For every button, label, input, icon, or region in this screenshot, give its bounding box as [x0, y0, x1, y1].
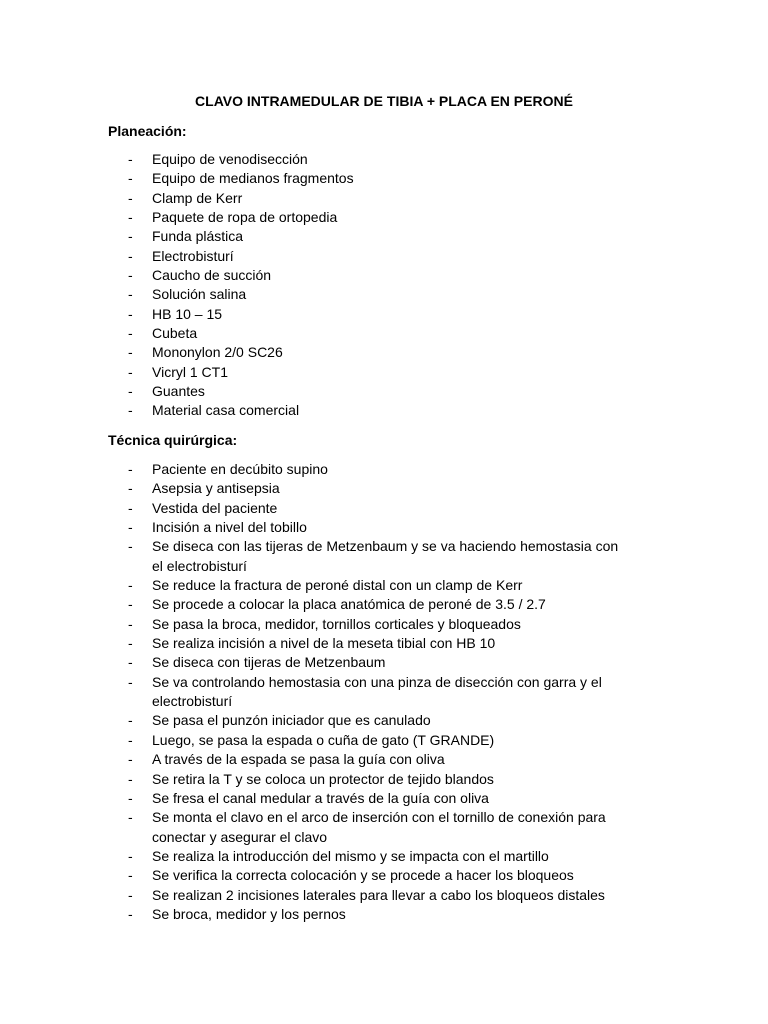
bullet-dash: -: [128, 635, 133, 652]
list-item: [0, 595, 672, 614]
list-item: [0, 479, 672, 498]
list-item: [0, 401, 672, 420]
list-item-text: Se verifica la correcta colocación y se procede a hacer los bloqueos: [152, 867, 574, 884]
bullet-dash: -: [128, 867, 133, 884]
list-item-text: Se broca, medidor y los pernos: [152, 905, 346, 922]
list-item: [0, 770, 672, 789]
list-item-text: Se monta el clavo en el arco de inserción con el tornillo de conexión para conectar y asegurar el clavo: [152, 809, 606, 845]
document-title: CLAVO INTRAMEDULAR DE TIBIA + PLACA EN PERONÉ: [195, 93, 573, 109]
list-item: [0, 208, 672, 227]
list-item: [0, 905, 672, 924]
list-item-text: Se fresa el canal medular a través de la guía con oliva: [152, 789, 489, 806]
list-item-text: Se realizan 2 incisiones laterales para llevar a cabo los bloqueos distales: [152, 886, 605, 903]
list-item: [0, 808, 672, 847]
list-item: [0, 750, 672, 769]
list-item-text: HB 10 – 15: [152, 305, 223, 322]
bullet-dash: -: [128, 228, 133, 245]
list-item: [0, 518, 672, 537]
list-item: [0, 731, 672, 750]
list-item: [0, 324, 672, 343]
list-item-text: Asepsia y antisepsia: [152, 480, 280, 497]
bullet-dash: -: [128, 596, 133, 613]
bullet-dash: -: [128, 577, 133, 594]
bullet-dash: -: [128, 286, 133, 303]
bullet-dash: -: [128, 383, 133, 400]
list-item: [0, 169, 672, 188]
bullet-dash: -: [128, 480, 133, 497]
bullet-dash: -: [128, 809, 133, 826]
list-item: [0, 343, 672, 362]
bullet-dash: -: [128, 751, 133, 768]
list-item: [0, 886, 672, 905]
bullet-dash: -: [128, 905, 133, 922]
list-item: [0, 247, 672, 266]
list-item: [0, 285, 672, 304]
bullet-dash: -: [128, 402, 133, 419]
list-item: [0, 653, 672, 672]
list-item-text: Solución salina: [152, 286, 247, 303]
list-item-text: Guantes: [152, 383, 205, 400]
bullet-dash: -: [128, 267, 133, 284]
bullet-dash: -: [128, 499, 133, 516]
list-item-text: Electrobisturí: [152, 247, 234, 264]
list-item: [0, 460, 672, 479]
list-item: [0, 673, 672, 712]
section-heading-planeacion: Planeación:: [108, 123, 187, 139]
list-item: [0, 150, 672, 169]
list-item-text: Material casa comercial: [152, 402, 300, 419]
list-item: [0, 305, 672, 324]
list-item-text: Se reduce la fractura de peroné distal con un clamp de Kerr: [152, 577, 523, 594]
list-item-text: Incisión a nivel del tobillo: [152, 519, 307, 536]
bullet-dash: -: [128, 305, 133, 322]
bullet-dash: -: [128, 886, 133, 903]
list-item-text: Mononylon 2/0 SC26: [152, 344, 283, 361]
list-item-text: Se realiza incisión a nivel de la meseta tibial con HB 10: [152, 635, 496, 652]
list-item-text: Luego, se pasa la espada o cuña de gato (T GRANDE): [152, 731, 495, 748]
bullet-dash: -: [128, 731, 133, 748]
list-item-text: Se diseca con tijeras de Metzenbaum: [152, 654, 386, 671]
list-item-text: Se pasa la broca, medidor, tornillos corticales y bloqueados: [152, 615, 521, 632]
list-item-text: Equipo de medianos fragmentos: [152, 170, 354, 187]
bullet-dash: -: [128, 363, 133, 380]
bullet-dash: -: [128, 209, 133, 226]
list-item-text: Se procede a colocar la placa anatómica de peroné de 3.5 / 2.7: [152, 596, 546, 613]
bullet-dash: -: [128, 189, 133, 206]
list-item: [0, 866, 672, 885]
bullet-dash: -: [128, 770, 133, 787]
list-item-text: Clamp de Kerr: [152, 189, 243, 206]
list-item-text: Se realiza la introducción del mismo y se impacta con el martillo: [152, 847, 549, 864]
list-item: [0, 711, 672, 730]
tecnica-list: [0, 460, 672, 924]
list-item-text: Se pasa el punzón iniciador que es canulado: [152, 712, 431, 729]
list-item: [0, 266, 672, 285]
list-item: [0, 189, 672, 208]
bullet-dash: -: [128, 538, 133, 555]
section-heading-tecnica: Técnica quirúrgica:: [108, 432, 238, 448]
list-item-text: Vicryl 1 CT1: [152, 363, 228, 380]
list-item: [0, 537, 672, 576]
list-item-text: Se va controlando hemostasia con una pinza de disección con garra y el electrobisturí: [152, 673, 602, 710]
list-item-text: Vestida del paciente: [152, 499, 278, 516]
list-item: [0, 634, 672, 653]
list-item: [0, 382, 672, 401]
list-item: [0, 576, 672, 595]
list-item-text: Paquete de ropa de ortopedia: [152, 209, 338, 226]
list-item-text: Se retira la T y se coloca un protector de tejido blandos: [152, 770, 494, 787]
list-item-text: Se diseca con las tijeras de Metzenbaum y se va haciendo hemostasia con el electrobisturí: [152, 538, 619, 574]
bullet-dash: -: [128, 325, 133, 342]
list-item: [0, 789, 672, 808]
bullet-dash: -: [128, 344, 133, 361]
list-item-text: A través de la espada se pasa la guía con oliva: [152, 751, 445, 768]
bullet-dash: -: [128, 789, 133, 806]
bullet-dash: -: [128, 712, 133, 729]
bullet-dash: -: [128, 519, 133, 536]
list-item: [0, 615, 672, 634]
bullet-dash: -: [128, 170, 133, 187]
planeacion-list: [0, 150, 672, 421]
list-item-text: Funda plástica: [152, 228, 244, 245]
list-item-text: Cubeta: [152, 325, 198, 342]
bullet-dash: -: [128, 673, 133, 690]
list-item: [0, 847, 672, 866]
bullet-dash: -: [128, 461, 133, 477]
list-item-text: Caucho de succión: [152, 267, 272, 284]
list-item-text: Equipo de venodisección: [152, 151, 308, 167]
bullet-dash: -: [128, 615, 133, 632]
list-item: [0, 499, 672, 518]
list-item: [0, 363, 672, 382]
bullet-dash: -: [128, 151, 133, 167]
bullet-dash: -: [128, 847, 133, 864]
bullet-dash: -: [128, 247, 133, 264]
list-item: [0, 227, 672, 246]
list-item-text: Paciente en decúbito supino: [152, 461, 328, 477]
bullet-dash: -: [128, 654, 133, 671]
